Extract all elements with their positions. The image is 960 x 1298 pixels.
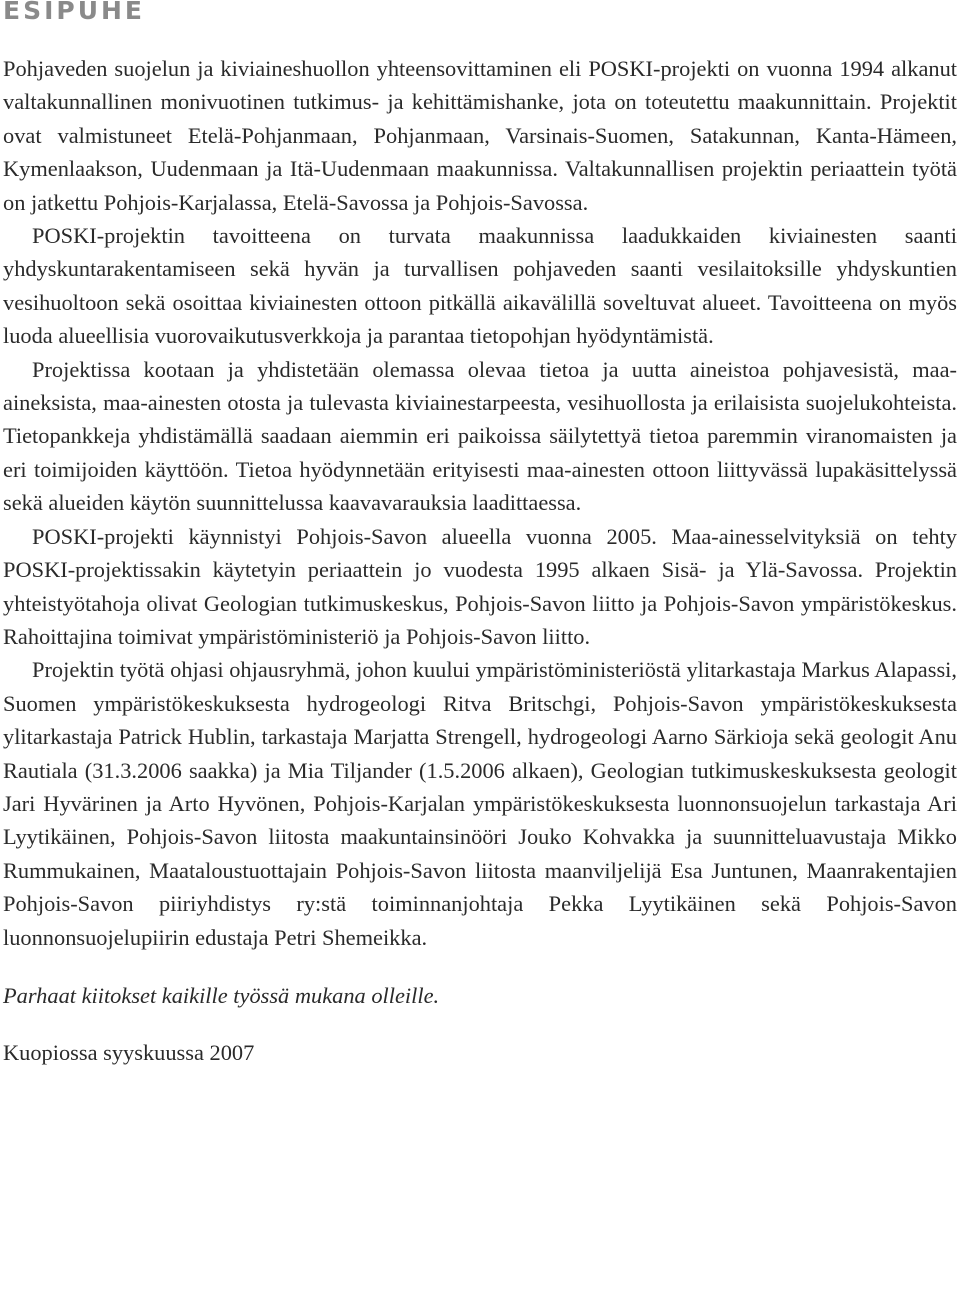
paragraph-goals: POSKI-projektin tavoitteena on turvata maakunnissa laadukkaiden kiviainesten saanti yhdyskuntarakentamiseen sekä hyvän ja turvallisen pohjaveden saanti vesilaitoksille yhdyskuntien vesihuoltoon sekä osoittaa kiviainesten ottoon pitkällä aikavälillä soveltuvat alueet. Tavoitteena on myös luoda alueellisia vuorovaikutusverkkoja ja parantaa tietopohjan hyödyntämistä. [3,223,957,349]
page-heading: ESIPUHE [3,0,146,25]
paragraph-data-collection: Projektissa kootaan ja yhdistetään olemassa olevaa tietoa ja uutta aineistoa pohjavesistä, maa-aineksista, maa-ainesten otosta ja tulevasta kiviainestarpeesta, vesihuollosta ja erilaisista suojelukohteista. Tietopankkeja yhdistämällä saadaan aiemmin eri paikoissa säilytettyä tietoa paremmin viranomaisten ja eri toimijoiden käyttöön. Tietoa hyödynnetään erityisesti maa-ainesten ottoon liittyvässä lupakäsittelyssä sekä alueiden käytön suunnittelussa kaavavarauksia laadittaessa. [3,356,957,516]
paragraph-intro: Pohjaveden suojelun ja kiviaineshuollon yhteensovittaminen eli POSKI-projekti on vuonna 1994 alkanut valtakunnallinen monivuotinen tutkimus- ja kehittämishanke, jota on toteutettu maakunnittain. Projektit ovat valmistuneet Etelä-Pohjanmaan, Pohjanmaan, Varsinais-Suomen, Satakunnan, Kanta-Hämeen, Kymenlaakson, Uudenmaan ja Itä-Uudenmaan maakunnissa. Valtakunnallisen projektin periaattein työtä on jatkettu Pohjois-Karjalassa, Etelä-Savossa ja Pohjois-Savossa. [3,56,957,215]
body-text [3,52,957,954]
document-page [3,0,957,1070]
paragraph-project-start: POSKI-projekti käynnistyi Pohjois-Savon alueella vuonna 2005. Maa-ainesselvityksiä on tehty POSKI-projektissakin käytetyin periaattein jo vuodesta 1995 alkaen Sisä- ja Ylä-Savossa. Projektin yhteistyötahoja olivat Geologian tutkimuskeskus, Pohjois-Savon liitto ja Pohjois-Savon ympäristökeskus. Rahoittajina toimivat ympäristöministeriö ja Pohjois-Savon liitto. [3,523,957,649]
paragraph-steering-group: Projektin työtä ohjasi ohjausryhmä, johon kuului ympäristöministeriöstä ylitarkastaja Markus Alapassi, Suomen ympäristökeskuksesta hydrogeologi Ritva Britschgi, Pohjois-Savon ympäristökeskuksesta ylitarkastaja Patrick Hublin, tarkastaja Marjatta Strengell, hydrogeologi Aarno Särkioja sekä geologit Anu Rautiala (31.3.2006 saakka) ja Mia Tiljander (1.5.2006 alkaen), Geologian tutkimuskeskuksesta geologit Jari Hyvärinen ja Arto Hyvönen, Pohjois-Karjalan ympäristökeskuksesta luonnonsuojelun tarkastaja Ari Lyytikäinen, Pohjois-Savon liitosta maakuntainsinööri Jouko Kohvakka ja suunnitteluavustaja Mikko Rummukainen, Maataloustuottajain Pohjois-Savon liitosta maanviljelijä Esa Juntunen, Maanrakentajien Pohjois-Savon piiriyhdistys ry:stä toiminnanjohtaja Pekka Lyytikäinen sekä Pohjois-Savon luonnonsuojelupiirin edustaja Petri Shemeikka. [3,657,957,950]
thanks-line: Parhaat kiitokset kaikille työssä mukana olleille. [3,982,440,1008]
signoff-line: Kuopiossa syyskuussa 2007 [3,1040,255,1066]
